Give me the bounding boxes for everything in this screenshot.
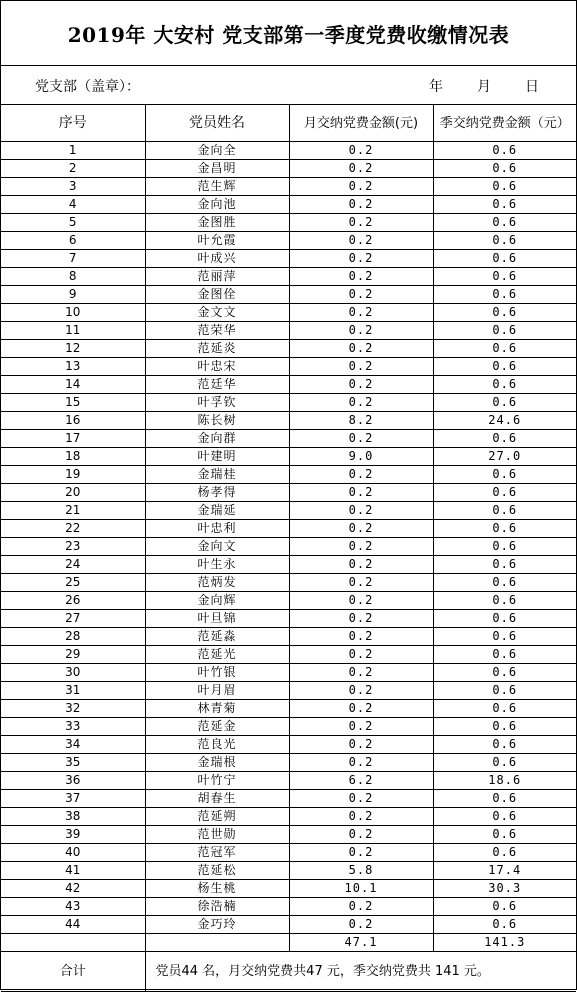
row-monthly-amount: 0.2 <box>289 502 433 520</box>
row-quarterly-amount: 27.0 <box>433 448 576 466</box>
row-quarterly-amount: 0.6 <box>433 466 576 484</box>
row-index: 24 <box>1 556 145 574</box>
row-index: 18 <box>1 448 145 466</box>
row-member-name: 范延朔 <box>145 808 289 826</box>
row-monthly-amount: 0.2 <box>289 160 433 178</box>
row-member-name: 金巧玲 <box>145 916 289 934</box>
row-monthly-amount: 0.2 <box>289 232 433 250</box>
row-quarterly-amount: 0.6 <box>433 754 576 772</box>
row-quarterly-amount: 0.6 <box>433 178 576 196</box>
row-index: 13 <box>1 358 145 376</box>
row-monthly-amount: 0.2 <box>289 664 433 682</box>
row-quarterly-amount: 0.6 <box>433 736 576 754</box>
row-index: 30 <box>1 664 145 682</box>
row-member-name: 范炳发 <box>145 574 289 592</box>
row-monthly-amount: 0.2 <box>289 682 433 700</box>
row-member-name: 陈长树 <box>145 412 289 430</box>
table-row <box>1 232 576 250</box>
table-row <box>1 412 576 430</box>
row-member-name: 金向池 <box>145 196 289 214</box>
row-monthly-amount: 9.0 <box>289 448 433 466</box>
date-year-label: 年 <box>429 79 443 95</box>
row-monthly-amount: 5.8 <box>289 862 433 880</box>
date-day-label: 日 <box>525 79 539 95</box>
row-quarterly-amount: 0.6 <box>433 574 576 592</box>
row-member-name: 叶孚钦 <box>145 394 289 412</box>
summary-text: 党员44 名，月交纳党费共47 元，季交纳党费共 141 元。 <box>145 952 576 992</box>
row-index: 9 <box>1 286 145 304</box>
row-monthly-amount: 0.2 <box>289 430 433 448</box>
table-row <box>1 250 576 268</box>
row-quarterly-amount: 0.6 <box>433 340 576 358</box>
row-quarterly-amount: 0.6 <box>433 394 576 412</box>
row-index: 38 <box>1 808 145 826</box>
table-row <box>1 502 576 520</box>
row-index: 42 <box>1 880 145 898</box>
table-row <box>1 214 576 232</box>
table-row <box>1 430 576 448</box>
row-index: 2 <box>1 160 145 178</box>
row-member-name: 金文文 <box>145 304 289 322</box>
row-monthly-amount: 0.2 <box>289 304 433 322</box>
row-index: 7 <box>1 250 145 268</box>
row-quarterly-amount: 0.6 <box>433 556 576 574</box>
row-monthly-amount: 0.2 <box>289 718 433 736</box>
table-row <box>1 538 576 556</box>
table-row <box>1 790 576 808</box>
row-monthly-amount: 0.2 <box>289 484 433 502</box>
totals-row <box>1 934 576 952</box>
row-monthly-amount: 0.2 <box>289 250 433 268</box>
row-index: 1 <box>1 142 145 160</box>
table-row <box>1 610 576 628</box>
table-row <box>1 628 576 646</box>
row-quarterly-amount: 30.3 <box>433 880 576 898</box>
row-member-name: 金向群 <box>145 430 289 448</box>
row-index: 40 <box>1 844 145 862</box>
table-row <box>1 394 576 412</box>
row-index: 20 <box>1 484 145 502</box>
row-quarterly-amount: 0.6 <box>433 700 576 718</box>
row-monthly-amount: 0.2 <box>289 268 433 286</box>
row-member-name: 金瑞桂 <box>145 466 289 484</box>
row-quarterly-amount: 0.6 <box>433 610 576 628</box>
row-monthly-amount: 0.2 <box>289 628 433 646</box>
row-index: 36 <box>1 772 145 790</box>
row-member-name: 金瑞根 <box>145 754 289 772</box>
row-quarterly-amount: 0.6 <box>433 916 576 934</box>
row-member-name: 叶建明 <box>145 448 289 466</box>
row-quarterly-amount: 0.6 <box>433 322 576 340</box>
row-quarterly-amount: 0.6 <box>433 214 576 232</box>
row-quarterly-amount: 0.6 <box>433 142 576 160</box>
row-monthly-amount: 0.2 <box>289 214 433 232</box>
row-quarterly-amount: 0.6 <box>433 430 576 448</box>
row-quarterly-amount: 0.6 <box>433 898 576 916</box>
row-index: 4 <box>1 196 145 214</box>
row-monthly-amount: 0.2 <box>289 556 433 574</box>
row-monthly-amount: 0.2 <box>289 466 433 484</box>
form-title: 2019年 大安村 党支部第一季度党费收缴情况表 <box>1 1 576 66</box>
table-row <box>1 916 576 934</box>
row-member-name: 林青菊 <box>145 700 289 718</box>
table-row <box>1 556 576 574</box>
row-index: 23 <box>1 538 145 556</box>
row-quarterly-amount: 0.6 <box>433 808 576 826</box>
row-monthly-amount: 6.2 <box>289 772 433 790</box>
row-quarterly-amount: 0.6 <box>433 304 576 322</box>
row-index: 5 <box>1 214 145 232</box>
row-member-name: 范延炎 <box>145 340 289 358</box>
row-member-name: 范延松 <box>145 862 289 880</box>
row-monthly-amount: 0.2 <box>289 178 433 196</box>
row-member-name: 范生辉 <box>145 178 289 196</box>
row-quarterly-amount: 24.6 <box>433 412 576 430</box>
row-member-name: 叶忠利 <box>145 520 289 538</box>
row-member-name: 叶月眉 <box>145 682 289 700</box>
row-member-name: 范荣华 <box>145 322 289 340</box>
row-index: 34 <box>1 736 145 754</box>
table-row <box>1 808 576 826</box>
row-quarterly-amount: 0.6 <box>433 826 576 844</box>
row-monthly-amount: 8.2 <box>289 412 433 430</box>
row-index: 12 <box>1 340 145 358</box>
row-member-name: 徐浩楠 <box>145 898 289 916</box>
row-member-name: 范冠军 <box>145 844 289 862</box>
row-quarterly-amount: 0.6 <box>433 376 576 394</box>
row-member-name: 金图胜 <box>145 214 289 232</box>
row-member-name: 金向全 <box>145 142 289 160</box>
table-row <box>1 484 576 502</box>
table-row <box>1 268 576 286</box>
row-index: 11 <box>1 322 145 340</box>
table-row <box>1 466 576 484</box>
row-quarterly-amount: 0.6 <box>433 358 576 376</box>
row-index: 33 <box>1 718 145 736</box>
row-member-name: 杨孝得 <box>145 484 289 502</box>
row-member-name: 叶成兴 <box>145 250 289 268</box>
row-index: 10 <box>1 304 145 322</box>
row-monthly-amount: 0.2 <box>289 322 433 340</box>
row-monthly-amount: 0.2 <box>289 844 433 862</box>
row-quarterly-amount: 0.6 <box>433 628 576 646</box>
row-monthly-amount: 0.2 <box>289 340 433 358</box>
header-quarterly: 季交纳党费金额（元） <box>433 105 576 142</box>
table-row <box>1 376 576 394</box>
row-member-name: 胡春生 <box>145 790 289 808</box>
row-index: 31 <box>1 682 145 700</box>
row-index: 32 <box>1 700 145 718</box>
date-fields <box>429 76 539 96</box>
row-index: 27 <box>1 610 145 628</box>
row-quarterly-amount: 0.6 <box>433 664 576 682</box>
row-member-name: 范延光 <box>145 646 289 664</box>
row-monthly-amount: 0.2 <box>289 736 433 754</box>
row-monthly-amount: 0.2 <box>289 376 433 394</box>
row-member-name: 范延淼 <box>145 628 289 646</box>
table-row <box>1 718 576 736</box>
total-monthly-amount: 47.1 <box>289 934 433 952</box>
row-member-name: 范廷华 <box>145 376 289 394</box>
row-index: 25 <box>1 574 145 592</box>
row-quarterly-amount: 0.6 <box>433 682 576 700</box>
row-member-name: 范世勋 <box>145 826 289 844</box>
table-row <box>1 898 576 916</box>
row-index: 14 <box>1 376 145 394</box>
table-row <box>1 880 576 898</box>
row-monthly-amount: 0.2 <box>289 610 433 628</box>
row-index: 8 <box>1 268 145 286</box>
table-row <box>1 160 576 178</box>
row-monthly-amount: 0.2 <box>289 916 433 934</box>
row-quarterly-amount: 0.6 <box>433 196 576 214</box>
table-row <box>1 862 576 880</box>
row-member-name: 杨生桃 <box>145 880 289 898</box>
dues-table <box>1 105 576 992</box>
table-row <box>1 178 576 196</box>
row-monthly-amount: 0.2 <box>289 898 433 916</box>
row-quarterly-amount: 17.4 <box>433 862 576 880</box>
row-member-name: 范延金 <box>145 718 289 736</box>
row-member-name: 金瑞延 <box>145 502 289 520</box>
row-quarterly-amount: 0.6 <box>433 844 576 862</box>
row-monthly-amount: 0.2 <box>289 700 433 718</box>
table-row <box>1 520 576 538</box>
row-member-name: 金昌明 <box>145 160 289 178</box>
row-monthly-amount: 0.2 <box>289 196 433 214</box>
row-quarterly-amount: 0.6 <box>433 790 576 808</box>
row-quarterly-amount: 0.6 <box>433 250 576 268</box>
table-row <box>1 700 576 718</box>
summary-label: 合计 <box>1 952 145 992</box>
row-index: 37 <box>1 790 145 808</box>
row-index: 6 <box>1 232 145 250</box>
row-monthly-amount: 0.2 <box>289 808 433 826</box>
row-quarterly-amount: 0.6 <box>433 232 576 250</box>
row-monthly-amount: 0.2 <box>289 826 433 844</box>
totals-name-cell <box>145 934 289 952</box>
row-index: 3 <box>1 178 145 196</box>
row-quarterly-amount: 0.6 <box>433 484 576 502</box>
row-index: 21 <box>1 502 145 520</box>
table-row <box>1 286 576 304</box>
table-row <box>1 754 576 772</box>
table-row <box>1 574 576 592</box>
table-row <box>1 592 576 610</box>
header-monthly: 月交纳党费金额(元) <box>289 105 433 142</box>
table-row <box>1 646 576 664</box>
row-quarterly-amount: 0.6 <box>433 718 576 736</box>
row-monthly-amount: 0.2 <box>289 358 433 376</box>
row-member-name: 叶旦锦 <box>145 610 289 628</box>
row-member-name: 范良光 <box>145 736 289 754</box>
row-index: 39 <box>1 826 145 844</box>
row-index: 15 <box>1 394 145 412</box>
date-month-label: 月 <box>477 79 491 95</box>
row-member-name: 叶生永 <box>145 556 289 574</box>
table-row <box>1 322 576 340</box>
table-row <box>1 448 576 466</box>
row-member-name: 叶竹银 <box>145 664 289 682</box>
row-monthly-amount: 0.2 <box>289 520 433 538</box>
row-index: 35 <box>1 754 145 772</box>
row-quarterly-amount: 0.6 <box>433 268 576 286</box>
row-member-name: 金图佺 <box>145 286 289 304</box>
row-quarterly-amount: 0.6 <box>433 160 576 178</box>
row-monthly-amount: 0.2 <box>289 394 433 412</box>
header-index: 序号 <box>1 105 145 142</box>
row-quarterly-amount: 0.6 <box>433 592 576 610</box>
row-member-name: 范丽萍 <box>145 268 289 286</box>
table-row <box>1 736 576 754</box>
header-name: 党员姓名 <box>145 105 289 142</box>
row-index: 44 <box>1 916 145 934</box>
row-index: 17 <box>1 430 145 448</box>
row-member-name: 叶忠宋 <box>145 358 289 376</box>
summary-row <box>1 952 576 992</box>
row-monthly-amount: 0.2 <box>289 592 433 610</box>
row-index: 26 <box>1 592 145 610</box>
row-monthly-amount: 0.2 <box>289 538 433 556</box>
row-index: 28 <box>1 628 145 646</box>
table-row <box>1 664 576 682</box>
row-quarterly-amount: 18.6 <box>433 772 576 790</box>
row-index: 41 <box>1 862 145 880</box>
table-row <box>1 142 576 160</box>
row-quarterly-amount: 0.6 <box>433 520 576 538</box>
row-monthly-amount: 0.2 <box>289 790 433 808</box>
row-quarterly-amount: 0.6 <box>433 502 576 520</box>
row-quarterly-amount: 0.6 <box>433 286 576 304</box>
stamp-label: 党支部（盖章）： <box>35 79 140 95</box>
table-row <box>1 358 576 376</box>
table-header <box>1 105 576 142</box>
totals-index-cell <box>1 934 145 952</box>
row-monthly-amount: 0.2 <box>289 754 433 772</box>
stamp-row <box>1 66 576 105</box>
row-member-name: 金向辉 <box>145 592 289 610</box>
row-monthly-amount: 0.2 <box>289 646 433 664</box>
table-row <box>1 844 576 862</box>
row-index: 16 <box>1 412 145 430</box>
row-index: 43 <box>1 898 145 916</box>
row-index: 29 <box>1 646 145 664</box>
row-monthly-amount: 0.2 <box>289 286 433 304</box>
table-row <box>1 196 576 214</box>
row-member-name: 叶竹宁 <box>145 772 289 790</box>
table-row <box>1 682 576 700</box>
row-member-name: 叶允霞 <box>145 232 289 250</box>
row-monthly-amount: 0.2 <box>289 142 433 160</box>
row-index: 22 <box>1 520 145 538</box>
row-monthly-amount: 0.2 <box>289 574 433 592</box>
table-row <box>1 826 576 844</box>
table-row <box>1 340 576 358</box>
table-row <box>1 304 576 322</box>
row-member-name: 金向文 <box>145 538 289 556</box>
total-quarterly-amount: 141.3 <box>433 934 576 952</box>
row-quarterly-amount: 0.6 <box>433 538 576 556</box>
table-row <box>1 772 576 790</box>
row-index: 19 <box>1 466 145 484</box>
row-monthly-amount: 10.1 <box>289 880 433 898</box>
row-quarterly-amount: 0.6 <box>433 646 576 664</box>
